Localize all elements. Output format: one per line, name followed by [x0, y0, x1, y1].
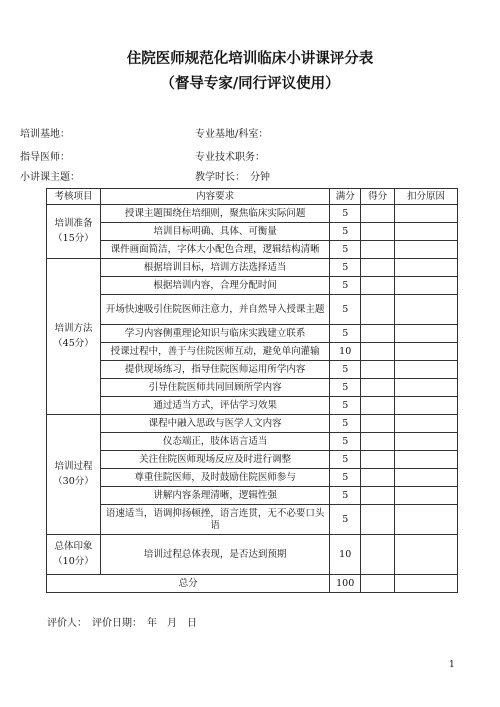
max-score-cell: 5	[330, 469, 361, 487]
requirement-cell: 授课主题围绕住培细则，聚焦临床实际问题	[100, 205, 329, 223]
category-cell	[47, 205, 101, 259]
total-row	[47, 575, 458, 593]
header-category: 考核项目	[47, 189, 101, 205]
deduction-reason-cell[interactable]	[395, 433, 458, 451]
deduction-reason-cell[interactable]	[395, 205, 458, 223]
deduction-reason-cell[interactable]	[395, 361, 458, 379]
header-max-score: 满分	[330, 189, 361, 205]
requirement-cell: 根据培训目标，培训方法选择适当	[100, 259, 329, 277]
score-input-cell[interactable]	[361, 361, 395, 379]
category-name: 培训过程	[54, 460, 93, 472]
max-score-cell: 10	[330, 343, 361, 361]
score-input-cell[interactable]	[361, 535, 395, 575]
requirement-cell: 通过适当方式，评估学习效果	[100, 397, 329, 415]
table-row	[47, 379, 458, 397]
requirement-cell: 尊重住院医师，及时鼓励住院医师参与	[100, 469, 329, 487]
max-score-cell: 5	[330, 451, 361, 469]
total-label: 总分	[47, 575, 330, 593]
requirement-cell: 讲解内容条理清晰，逻辑性强	[100, 487, 329, 505]
deduction-reason-cell[interactable]	[395, 487, 458, 505]
header-row	[47, 189, 458, 205]
score-input-cell[interactable]	[361, 295, 395, 325]
table-row	[47, 505, 458, 535]
deduction-reason-cell[interactable]	[395, 505, 458, 535]
header-requirement: 内容要求	[100, 189, 329, 205]
max-score-cell: 5	[330, 205, 361, 223]
score-input-cell[interactable]	[361, 241, 395, 259]
max-score-cell: 10	[330, 535, 361, 575]
deduction-reason-cell[interactable]	[395, 259, 458, 277]
deduction-reason-cell[interactable]	[395, 241, 458, 259]
table-row	[47, 343, 458, 361]
deduction-reason-cell[interactable]	[395, 397, 458, 415]
requirement-cell: 培训目标明确、具体、可衡量	[100, 223, 329, 241]
category-points: （15分）	[53, 232, 94, 244]
score-input-cell[interactable]	[361, 433, 395, 451]
deduction-reason-cell[interactable]	[395, 535, 458, 575]
requirement-cell: 学习内容侧重理论知识与临床实践建立联系	[100, 325, 329, 343]
score-input-cell[interactable]	[361, 469, 395, 487]
score-input-cell[interactable]	[361, 277, 395, 295]
table-row	[47, 277, 458, 295]
deduction-reason-cell[interactable]	[395, 379, 458, 397]
requirement-cell: 根据培训内容，合理分配时间	[100, 277, 329, 295]
requirement-cell: 仪态端正，肢体语言适当	[100, 433, 329, 451]
total-max-score: 100	[330, 575, 361, 593]
requirement-cell: 课程中融入思政与医学人文内容	[100, 415, 329, 433]
category-name: 培训方法	[54, 322, 93, 334]
table-row	[47, 415, 458, 433]
category-points: （30分）	[53, 475, 94, 487]
requirement-cell: 课件画面简洁，字体大小配色合理，逻辑结构清晰	[100, 241, 329, 259]
score-input-cell[interactable]	[361, 505, 395, 535]
table-row	[47, 535, 458, 575]
requirement-cell: 授课过程中，善于与住院医师互动，避免单向灌输	[100, 343, 329, 361]
table-row	[47, 259, 458, 277]
category-name: 总体印象	[54, 540, 93, 552]
max-score-cell: 5	[330, 277, 361, 295]
category-cell	[47, 535, 101, 575]
score-input-cell[interactable]	[361, 451, 395, 469]
table-row	[47, 397, 458, 415]
table-row	[47, 469, 458, 487]
score-table	[46, 188, 458, 593]
max-score-cell: 5	[330, 433, 361, 451]
max-score-cell: 5	[330, 487, 361, 505]
total-score-input[interactable]	[361, 575, 395, 593]
requirement-cell: 引导住院医师共同回顾所学内容	[100, 379, 329, 397]
mentor-label: 指导医师：	[20, 152, 70, 163]
header-deduction-reason: 扣分原因	[395, 189, 458, 205]
requirement-cell: 语速适当，语调抑扬顿挫，语言连贯，无不必要口头语	[100, 505, 329, 535]
table-row	[47, 295, 458, 325]
table-row	[47, 487, 458, 505]
dept-label: 专业基地/科室：	[195, 129, 269, 140]
deduction-reason-cell[interactable]	[395, 343, 458, 361]
table-row	[47, 241, 458, 259]
score-input-cell[interactable]	[361, 325, 395, 343]
max-score-cell: 5	[330, 259, 361, 277]
deduction-reason-cell[interactable]	[395, 451, 458, 469]
requirement-cell: 培训过程总体表现，是否达到预期	[100, 535, 329, 575]
max-score-cell: 5	[330, 379, 361, 397]
deduction-reason-cell[interactable]	[395, 223, 458, 241]
table-row	[47, 451, 458, 469]
category-name: 培训准备	[54, 217, 93, 229]
deduction-reason-cell[interactable]	[395, 325, 458, 343]
category-cell	[47, 259, 101, 415]
table-row	[47, 433, 458, 451]
header-score: 得分	[361, 189, 395, 205]
max-score-cell: 5	[330, 295, 361, 325]
rank-label: 专业技术职务：	[195, 152, 265, 163]
deduction-reason-cell[interactable]	[395, 295, 458, 325]
page-title: 住院医师规范化培训临床小讲课评分表	[126, 50, 374, 67]
base-label: 培训基地：	[20, 129, 70, 140]
score-input-cell[interactable]	[361, 397, 395, 415]
deduction-reason-cell[interactable]	[395, 277, 458, 295]
score-input-cell[interactable]	[361, 259, 395, 277]
score-input-cell[interactable]	[361, 487, 395, 505]
requirement-cell: 提供现场练习，指导住院医师运用所学内容	[100, 361, 329, 379]
score-input-cell[interactable]	[361, 379, 395, 397]
table-row	[47, 223, 458, 241]
table-row	[47, 325, 458, 343]
category-points: （45分）	[53, 337, 94, 349]
score-input-cell[interactable]	[361, 343, 395, 361]
max-score-cell: 5	[330, 325, 361, 343]
table-row	[47, 205, 458, 223]
max-score-cell: 5	[330, 223, 361, 241]
max-score-cell: 5	[330, 241, 361, 259]
deduction-reason-cell[interactable]	[395, 469, 458, 487]
max-score-cell: 5	[330, 397, 361, 415]
page-number: 1	[449, 660, 455, 670]
deduction-reason-cell[interactable]	[395, 415, 458, 433]
total-deduction-cell[interactable]	[395, 575, 458, 593]
score-input-cell[interactable]	[361, 205, 395, 223]
table-row	[47, 361, 458, 379]
requirement-cell: 关注住院医师现场反应及时进行调整	[100, 451, 329, 469]
max-score-cell: 5	[330, 361, 361, 379]
score-input-cell[interactable]	[361, 415, 395, 433]
page-subtitle: （督导专家/同行评议使用）	[160, 75, 340, 92]
requirement-cell: 开场快速吸引住院医师注意力，并自然导入授课主题	[100, 295, 329, 325]
max-score-cell: 5	[330, 505, 361, 535]
max-score-cell: 5	[330, 415, 361, 433]
topic-label: 小讲课主题：	[20, 172, 80, 183]
category-cell	[47, 415, 101, 535]
duration-label: 教学时长： 分钟	[195, 172, 270, 183]
category-points: （10分）	[53, 555, 94, 567]
evaluator-line: 评价人： 评价日期： 年 月 日	[47, 618, 197, 629]
score-input-cell[interactable]	[361, 223, 395, 241]
